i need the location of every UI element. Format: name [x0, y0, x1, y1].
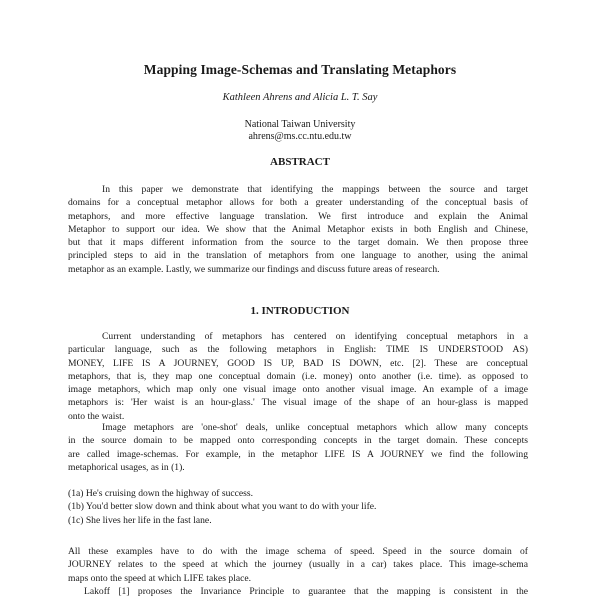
intro-line: JOURNEY relates to the speed at which the journey (usually in a car) takes place. This image-schema [68, 559, 528, 571]
author-email: ahrens@ms.cc.ntu.edu.tw [248, 131, 352, 142]
intro-line: image metaphors, which map only one visual image onto another visual image. An example of a image [68, 384, 528, 396]
intro-line: in the source domain to be mapped onto corresponding concepts in the target domain. These concepts [68, 435, 528, 447]
intro-line: All these examples have to do with the image schema of speed. Speed in the source domain of [68, 546, 528, 557]
abstract-line: In this paper we demonstrate that identifying the mappings between the source and target [102, 184, 528, 195]
abstract-line: principled steps to aid in the translation of metaphors from one language to another, using the animal [68, 250, 528, 262]
example-item: (1c) She lives her life in the fast lane. [68, 514, 212, 526]
introduction-heading: 1. INTRODUCTION [250, 305, 350, 317]
abstract-line: domains for a conceptual metaphor allows for both a greater understanding of the conceptual basis of [68, 197, 528, 209]
example-item: (1b) You'd better slow down and think about what you want to do with your life. [68, 501, 377, 513]
intro-paragraph-1 [68, 330, 528, 423]
abstract-line: Metaphor to support our idea. We show that the Animal Metaphor exists in both English and Chinese, [68, 223, 528, 235]
intro-paragraph-3 [68, 545, 528, 585]
example-item: (1a) He's cruising down the highway of success. [68, 488, 254, 499]
intro-line: MONEY, LIFE IS A JOURNEY, GOOD IS UP, BAD IS DOWN, etc. [2]. These are conceptual [68, 357, 528, 369]
intro-line: onto the waist. [68, 410, 125, 422]
abstract-line: but that it maps different information from the source to the target domain. We then propose three [68, 237, 528, 249]
abstract-paragraph [68, 183, 528, 276]
paper-authors: Kathleen Ahrens and Alicia L. T. Say [222, 92, 378, 103]
abstract-line: metaphor as an example. Lastly, we summarize our findings and discuss future areas of research. [68, 263, 440, 275]
intro-line: particular language, such as the following metaphors in English: TIME IS UNDERSTOOD AS) [68, 344, 528, 356]
affiliation: National Taiwan University [244, 119, 356, 130]
intro-line: maps onto the speed at which LIFE takes place. [68, 572, 252, 584]
intro-line: are called image-schemas. For example, in the metaphor LIFE IS A JOURNEY we find the following [68, 448, 528, 460]
intro-line: metaphors is: 'Her waist is an hour-glass.' The visual image of the shape of an hour-glass is mapped [68, 397, 528, 409]
example-list [68, 487, 528, 527]
intro-line: Current understanding of metaphors has centered on identifying conceptual metaphors in a [102, 331, 528, 342]
intro-paragraph-4 [68, 585, 528, 598]
affiliation-block [0, 119, 600, 143]
intro-line: Lakoff [1] proposes the Invariance Principle to guarantee that the mapping is consistent in the [84, 586, 528, 597]
abstract-line: metaphors, and more effective language translation. We first introduce and explain the Animal [68, 210, 528, 222]
abstract-heading: ABSTRACT [270, 156, 330, 168]
intro-line: metaphorical usages, as in (1). [68, 461, 185, 473]
intro-paragraph-2 [68, 421, 528, 474]
intro-line: metaphors, that is, they map one conceptual domain (i.e. money) onto another (i.e. time). as opposed to [68, 370, 528, 382]
paper-title: Mapping Image-Schemas and Translating Metaphors [143, 62, 457, 77]
intro-line: Image metaphors are 'one-shot' deals, unlike conceptual metaphors which allow many concepts [102, 422, 528, 433]
